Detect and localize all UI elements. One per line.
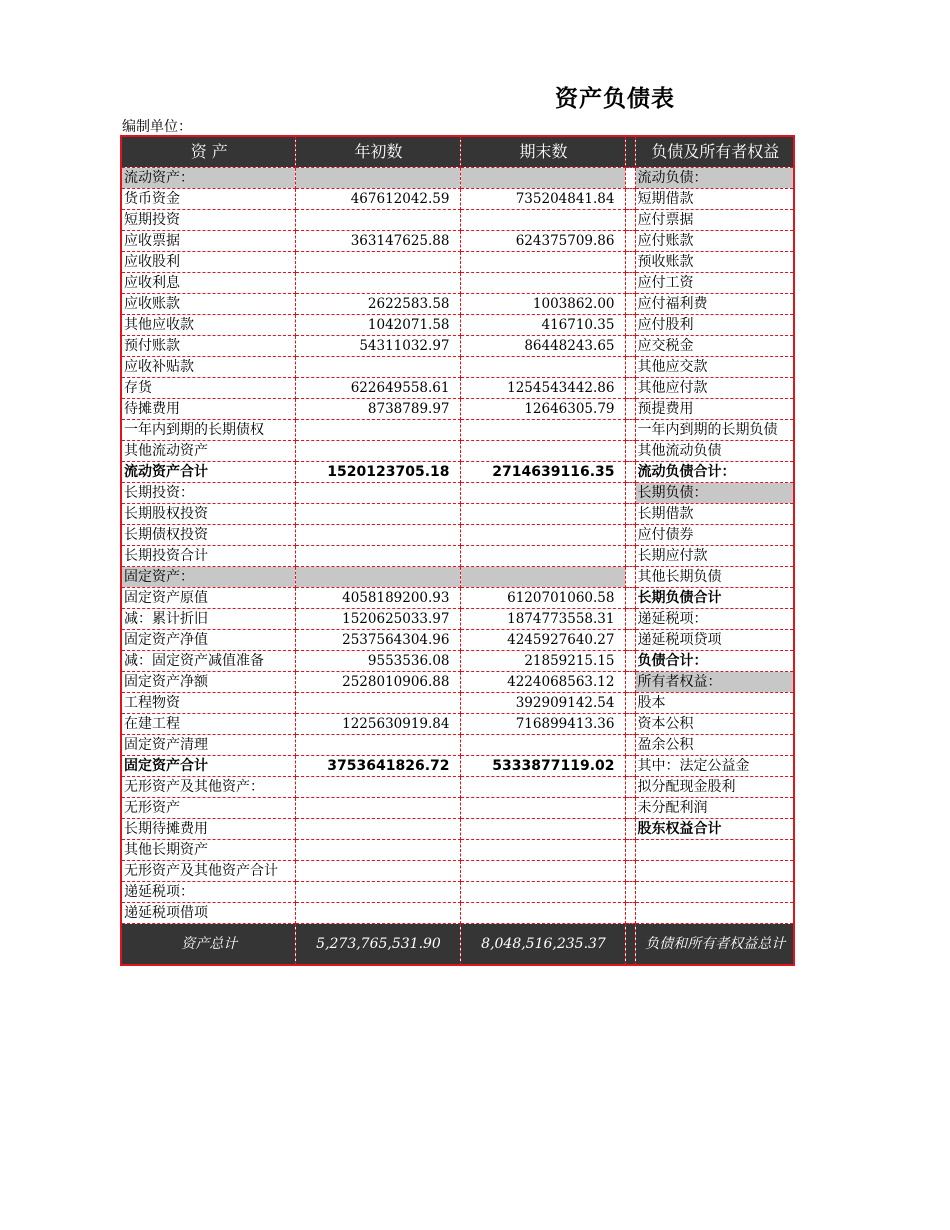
gap-cell (625, 504, 635, 525)
total-liabilities-label: 负债和所有者权益总计 (635, 924, 794, 966)
total-end-value: 8,048,516,235.37 (460, 924, 625, 966)
table-row (121, 819, 794, 840)
gap-cell (625, 651, 635, 672)
gap-cell (625, 483, 635, 504)
table-row (121, 609, 794, 630)
gap-cell (625, 567, 635, 588)
table-row (121, 861, 794, 882)
liability-label (635, 882, 794, 903)
liability-label: 长期应付款 (635, 546, 794, 567)
liability-label: 应付账款 (635, 231, 794, 252)
liability-label: 流动负债： (635, 168, 794, 189)
table-row (121, 588, 794, 609)
gap-cell (625, 672, 635, 693)
end-value: 1254543442.86 (460, 378, 625, 399)
begin-value: 363147625.88 (295, 231, 460, 252)
table-row (121, 273, 794, 294)
gap-cell (625, 210, 635, 231)
gap-cell (625, 336, 635, 357)
asset-label: 一年内到期的长期债权 (121, 420, 295, 441)
table-row (121, 378, 794, 399)
gap-cell (625, 861, 635, 882)
end-value: 86448243.65 (460, 336, 625, 357)
end-value: 624375709.86 (460, 231, 625, 252)
gap-cell (625, 924, 635, 966)
end-value (460, 420, 625, 441)
table-row (121, 294, 794, 315)
sheet-title: 资产负债表 (555, 86, 675, 112)
table-row (121, 777, 794, 798)
liability-label: 应付股利 (635, 315, 794, 336)
begin-value (295, 798, 460, 819)
end-value (460, 735, 625, 756)
header-end: 期末数 (460, 136, 625, 168)
end-value: 12646305.79 (460, 399, 625, 420)
gap-cell (625, 189, 635, 210)
liability-label: 递延税项： (635, 609, 794, 630)
liability-label (635, 903, 794, 924)
table-row (121, 630, 794, 651)
begin-value: 1520625033.97 (295, 609, 460, 630)
gap-cell (625, 378, 635, 399)
gap-cell (625, 756, 635, 777)
begin-value (295, 903, 460, 924)
table-row (121, 651, 794, 672)
end-value (460, 504, 625, 525)
gap-cell (625, 840, 635, 861)
table-row (121, 462, 794, 483)
liability-label: 资本公积 (635, 714, 794, 735)
liability-label: 其他应付款 (635, 378, 794, 399)
liability-label: 负债合计： (635, 651, 794, 672)
asset-label: 固定资产： (121, 567, 295, 588)
gap-cell (625, 798, 635, 819)
asset-label: 应收票据 (121, 231, 295, 252)
liability-label: 一年内到期的长期负债 (635, 420, 794, 441)
header-row (121, 136, 794, 168)
begin-value: 54311032.97 (295, 336, 460, 357)
begin-value: 622649558.61 (295, 378, 460, 399)
table-row (121, 672, 794, 693)
unit-label: 编制单位： (122, 119, 192, 135)
begin-value: 2537564304.96 (295, 630, 460, 651)
begin-value (295, 210, 460, 231)
balance-sheet-table (120, 135, 795, 966)
gap-cell (625, 294, 635, 315)
asset-label: 工程物资 (121, 693, 295, 714)
end-value: 392909142.54 (460, 693, 625, 714)
begin-value: 1042071.58 (295, 315, 460, 336)
liability-label: 递延税项贷项 (635, 630, 794, 651)
asset-label: 应收利息 (121, 273, 295, 294)
table-row (121, 504, 794, 525)
asset-label: 无形资产及其他资产： (121, 777, 295, 798)
asset-label: 长期投资： (121, 483, 295, 504)
asset-label: 减：固定资产减值准备 (121, 651, 295, 672)
begin-value (295, 252, 460, 273)
table-row (121, 756, 794, 777)
totals-row (121, 924, 794, 966)
asset-label: 无形资产 (121, 798, 295, 819)
header-begin: 年初数 (295, 136, 460, 168)
end-value (460, 357, 625, 378)
end-value: 6120701060.58 (460, 588, 625, 609)
liability-label: 应付票据 (635, 210, 794, 231)
header-gap (625, 136, 635, 168)
asset-label: 应收补贴款 (121, 357, 295, 378)
asset-label: 应收股利 (121, 252, 295, 273)
gap-cell (625, 168, 635, 189)
begin-value: 1520123705.18 (295, 462, 460, 483)
end-value (460, 903, 625, 924)
table-row (121, 525, 794, 546)
table-row (121, 546, 794, 567)
table-row (121, 882, 794, 903)
begin-value: 2622583.58 (295, 294, 460, 315)
gap-cell (625, 525, 635, 546)
end-value: 416710.35 (460, 315, 625, 336)
table-row (121, 336, 794, 357)
asset-label: 长期股权投资 (121, 504, 295, 525)
asset-label: 递延税项借项 (121, 903, 295, 924)
gap-cell (625, 588, 635, 609)
gap-cell (625, 441, 635, 462)
gap-cell (625, 819, 635, 840)
begin-value (295, 546, 460, 567)
gap-cell (625, 462, 635, 483)
gap-cell (625, 546, 635, 567)
begin-value: 8738789.97 (295, 399, 460, 420)
gap-cell (625, 357, 635, 378)
liability-label: 其他流动负债 (635, 441, 794, 462)
end-value: 1874773558.31 (460, 609, 625, 630)
begin-value: 4058189200.93 (295, 588, 460, 609)
asset-label: 固定资产原值 (121, 588, 295, 609)
begin-value (295, 441, 460, 462)
table-row (121, 315, 794, 336)
asset-label: 待摊费用 (121, 399, 295, 420)
begin-value (295, 861, 460, 882)
gap-cell (625, 630, 635, 651)
begin-value: 3753641826.72 (295, 756, 460, 777)
liability-label (635, 861, 794, 882)
table-row (121, 210, 794, 231)
begin-value: 467612042.59 (295, 189, 460, 210)
end-value (460, 525, 625, 546)
gap-cell (625, 315, 635, 336)
asset-label: 长期债权投资 (121, 525, 295, 546)
asset-label: 流动资产： (121, 168, 295, 189)
asset-label: 减：累计折旧 (121, 609, 295, 630)
begin-value (295, 168, 460, 189)
asset-label: 流动资产合计 (121, 462, 295, 483)
begin-value (295, 525, 460, 546)
gap-cell (625, 273, 635, 294)
liability-label: 应付福利费 (635, 294, 794, 315)
end-value (460, 567, 625, 588)
table-row (121, 840, 794, 861)
gap-cell (625, 903, 635, 924)
begin-value (295, 735, 460, 756)
end-value (460, 819, 625, 840)
asset-label: 在建工程 (121, 714, 295, 735)
table-row (121, 693, 794, 714)
begin-value (295, 777, 460, 798)
end-value: 716899413.36 (460, 714, 625, 735)
table-row (121, 903, 794, 924)
begin-value (295, 483, 460, 504)
liability-label: 其他应交款 (635, 357, 794, 378)
total-begin-value: 5,273,765,531.90 (295, 924, 460, 966)
table-row (121, 567, 794, 588)
table-row (121, 441, 794, 462)
table-row (121, 420, 794, 441)
asset-label: 其他长期资产 (121, 840, 295, 861)
total-assets-label: 资产总计 (121, 924, 295, 966)
asset-label: 固定资产清理 (121, 735, 295, 756)
gap-cell (625, 693, 635, 714)
asset-label: 固定资产合计 (121, 756, 295, 777)
begin-value (295, 420, 460, 441)
liability-label: 短期借款 (635, 189, 794, 210)
asset-label: 其他流动资产 (121, 441, 295, 462)
begin-value (295, 567, 460, 588)
begin-value (295, 357, 460, 378)
end-value: 2714639116.35 (460, 462, 625, 483)
gap-cell (625, 735, 635, 756)
end-value (460, 861, 625, 882)
asset-label: 预付账款 (121, 336, 295, 357)
liability-label: 股东权益合计 (635, 819, 794, 840)
asset-label: 存货 (121, 378, 295, 399)
end-value: 4245927640.27 (460, 630, 625, 651)
end-value (460, 777, 625, 798)
gap-cell (625, 399, 635, 420)
end-value: 5333877119.02 (460, 756, 625, 777)
table-row (121, 231, 794, 252)
begin-value (295, 273, 460, 294)
end-value (460, 798, 625, 819)
asset-label: 固定资产净值 (121, 630, 295, 651)
end-value (460, 483, 625, 504)
liability-label (635, 840, 794, 861)
gap-cell (625, 252, 635, 273)
end-value (460, 882, 625, 903)
liability-label: 应付债券 (635, 525, 794, 546)
end-value (460, 441, 625, 462)
liability-label: 预收账款 (635, 252, 794, 273)
liability-label: 未分配利润 (635, 798, 794, 819)
gap-cell (625, 609, 635, 630)
asset-label: 长期投资合计 (121, 546, 295, 567)
table-row (121, 483, 794, 504)
end-value (460, 273, 625, 294)
begin-value: 9553536.08 (295, 651, 460, 672)
end-value (460, 252, 625, 273)
liability-label: 股本 (635, 693, 794, 714)
begin-value (295, 504, 460, 525)
gap-cell (625, 777, 635, 798)
asset-label: 应收账款 (121, 294, 295, 315)
header-assets: 资 产 (121, 136, 295, 168)
gap-cell (625, 420, 635, 441)
table-row (121, 798, 794, 819)
liability-label: 所有者权益： (635, 672, 794, 693)
liability-label: 流动负债合计： (635, 462, 794, 483)
begin-value (295, 693, 460, 714)
begin-value (295, 840, 460, 861)
asset-label: 递延税项： (121, 882, 295, 903)
asset-label: 长期待摊费用 (121, 819, 295, 840)
asset-label: 其他应收款 (121, 315, 295, 336)
liability-label: 长期借款 (635, 504, 794, 525)
table-row (121, 168, 794, 189)
liability-label: 其中：法定公益金 (635, 756, 794, 777)
table-row (121, 252, 794, 273)
gap-cell (625, 231, 635, 252)
table-row (121, 357, 794, 378)
begin-value: 1225630919.84 (295, 714, 460, 735)
asset-label: 短期投资 (121, 210, 295, 231)
gap-cell (625, 714, 635, 735)
end-value: 735204841.84 (460, 189, 625, 210)
liability-label: 长期负债： (635, 483, 794, 504)
asset-label: 货币资金 (121, 189, 295, 210)
liability-label: 应交税金 (635, 336, 794, 357)
end-value (460, 840, 625, 861)
table-row (121, 735, 794, 756)
begin-value: 2528010906.88 (295, 672, 460, 693)
liability-label: 其他长期负债 (635, 567, 794, 588)
begin-value (295, 882, 460, 903)
end-value: 1003862.00 (460, 294, 625, 315)
liability-label: 应付工资 (635, 273, 794, 294)
table-row (121, 189, 794, 210)
begin-value (295, 819, 460, 840)
liability-label: 预提费用 (635, 399, 794, 420)
end-value: 21859215.15 (460, 651, 625, 672)
table-row (121, 714, 794, 735)
end-value (460, 168, 625, 189)
header-liabilities: 负债及所有者权益 (635, 136, 794, 168)
liability-label: 盈余公积 (635, 735, 794, 756)
liability-label: 拟分配现金股利 (635, 777, 794, 798)
end-value: 4224068563.12 (460, 672, 625, 693)
end-value (460, 546, 625, 567)
asset-label: 无形资产及其他资产合计 (121, 861, 295, 882)
liability-label: 长期负债合计 (635, 588, 794, 609)
table-row (121, 399, 794, 420)
gap-cell (625, 882, 635, 903)
asset-label: 固定资产净额 (121, 672, 295, 693)
end-value (460, 210, 625, 231)
